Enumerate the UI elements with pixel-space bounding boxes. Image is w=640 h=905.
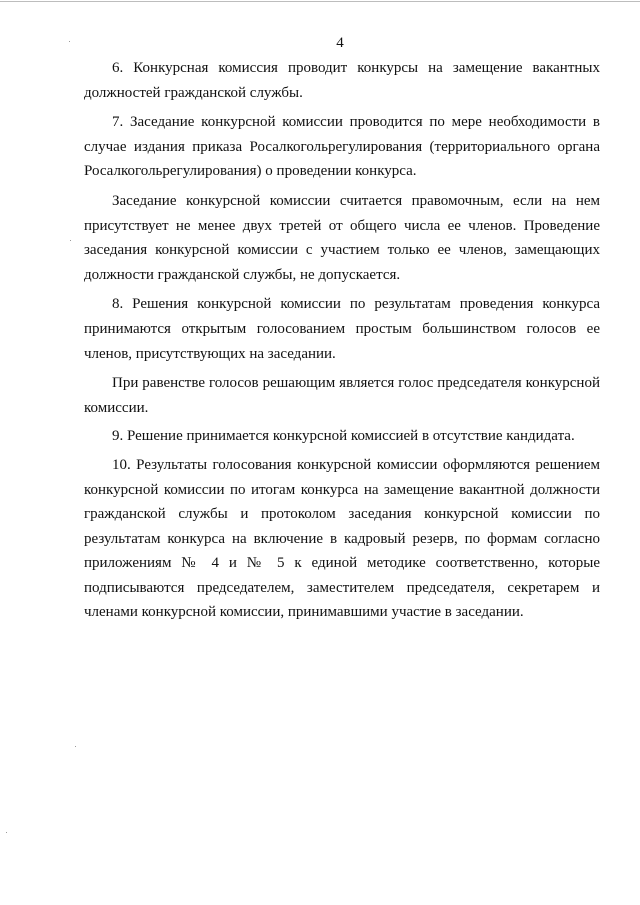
document-body — [84, 56, 600, 625]
scan-speck — [69, 41, 70, 42]
paragraph-9: 9. Решение принимается конкурсной комиссией в отсутствие кандидата. — [112, 428, 575, 445]
paragraph-quorum: Заседание конкурсной комиссии считается правомочным, если на нем присутствует не менее двух третей от общего числа ее членов. Проведение заседания конкурсной комиссии с участием только ее членов, замещающих должности гражданской службы, не допускается. — [84, 192, 600, 283]
scan-speck — [70, 240, 71, 241]
scan-speck — [75, 746, 76, 747]
paragraph-10: 10. Результаты голосования конкурсной комиссии оформляются решением конкурсной комиссии по итогам конкурса на замещение вакантной должности гражданской службы и протоколом заседания конкурсной комиссии по результатам конкурса на включение в кадровый резерв, по формам согласно приложениям № 4 и № 5 к единой методике соответственно, которые подписываются председателем, заместителем председателя, секретарем и членами конкурсной комиссии, принимавшими участие в заседании. — [84, 456, 600, 621]
page-number: 4 — [336, 35, 344, 51]
scan-speck — [6, 832, 7, 833]
paragraph-7: 7. Заседание конкурсной комиссии проводится по мере необходимости в случае издания приказа Росалкогольрегулирования (территориального органа Росалкогольрегулирования) о проведении конкурса. — [84, 114, 600, 180]
paragraph-6: 6. Конкурсная комиссия проводит конкурсы на замещение вакантных должностей гражданской службы. — [84, 60, 600, 101]
scan-top-edge — [0, 1, 640, 2]
paragraph-tie-vote: При равенстве голосов решающим является голос председателя конкурсной комиссии. — [84, 375, 600, 416]
paragraph-8: 8. Решения конкурсной комиссии по результатам проведения конкурса принимаются открытым голосованием простым большинством голосов ее членов, присутствующих на заседании. — [84, 296, 600, 362]
